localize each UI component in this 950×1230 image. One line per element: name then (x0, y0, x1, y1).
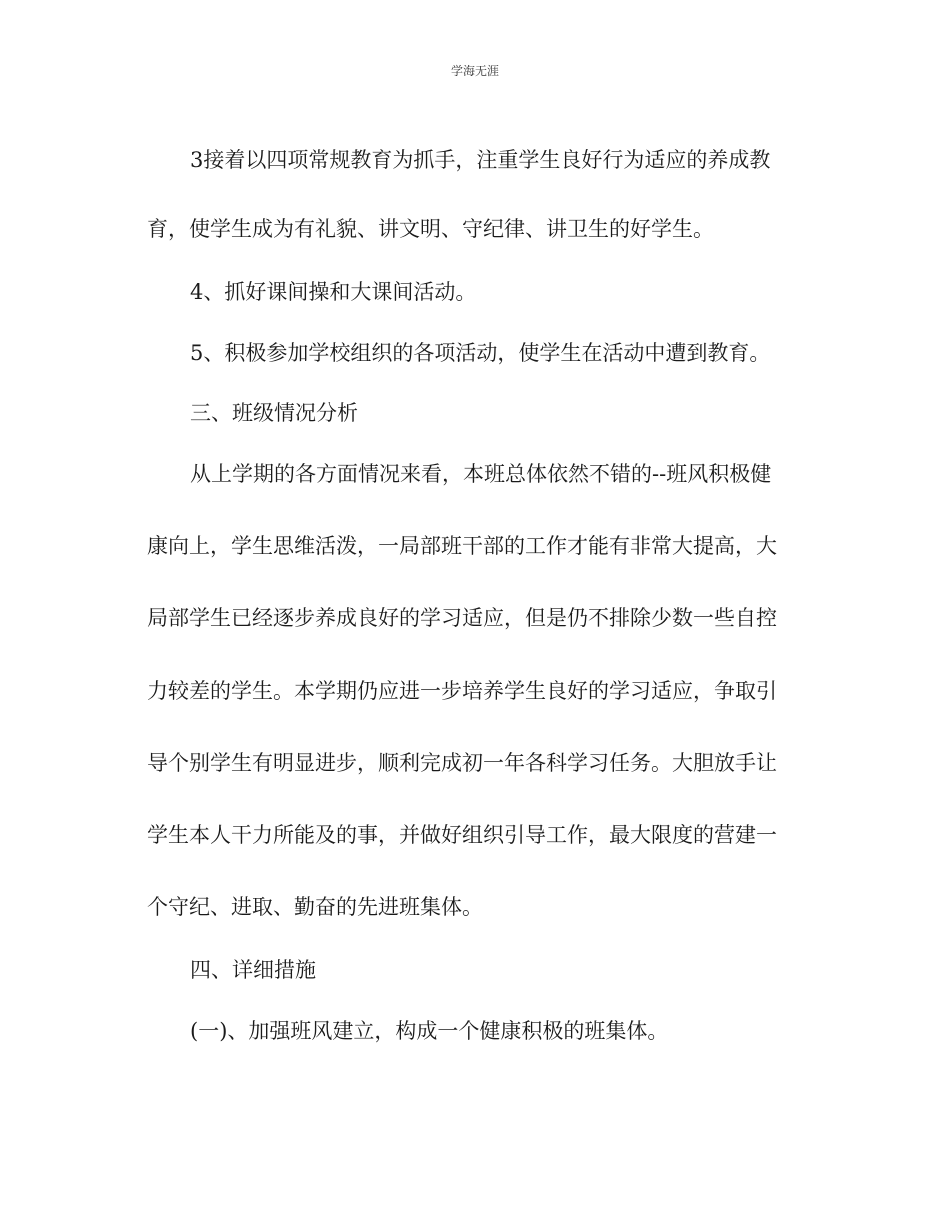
page-header: 学海无涯 (450, 64, 499, 78)
paragraph-line: 力较差的学生。本学期仍应进一步培养学生良好的学习适应，争取引 (147, 679, 777, 703)
paragraph-line: 康向上，学生思维活泼，一局部班干部的工作才能有非常大提高，大 (147, 534, 777, 558)
paragraph-line: 局部学生已经逐步养成良好的学习适应，但是仍不排除少数一些自控 (147, 606, 777, 630)
paragraph-line: 导个别学生有明显进步，顺利完成初一年各科学习任务。大胆放手让 (147, 751, 777, 775)
paragraph-line: 5、积极参加学校组织的各项活动，使学生在活动中遭到教育。 (190, 341, 771, 365)
section-heading: 四、详细措施 (190, 958, 316, 982)
paragraph-line: 从上学期的各方面情况来看，本班总体依然不错的--班风积极健 (190, 462, 772, 486)
paragraph-line: 4、抓好课间操和大课间活动。 (190, 280, 477, 304)
subsection-heading: (一)、加强班风建立，构成一个健康积极的班集体。 (190, 1019, 669, 1043)
paragraph-line: 学生本人干力所能及的事，并做好组织引导工作，最大限度的营建一 (147, 823, 777, 847)
paragraph-line: 育，使学生成为有礼貌、讲文明、守纪律、讲卫生的好学生。 (147, 217, 714, 241)
section-heading: 三、班级情况分析 (190, 401, 358, 425)
paragraph-line: 个守纪、进取、勤奋的先进班集体。 (147, 895, 483, 919)
paragraph-line: 3接着以四项常规教育为抓手，注重学生良好行为适应的养成教 (190, 148, 771, 172)
